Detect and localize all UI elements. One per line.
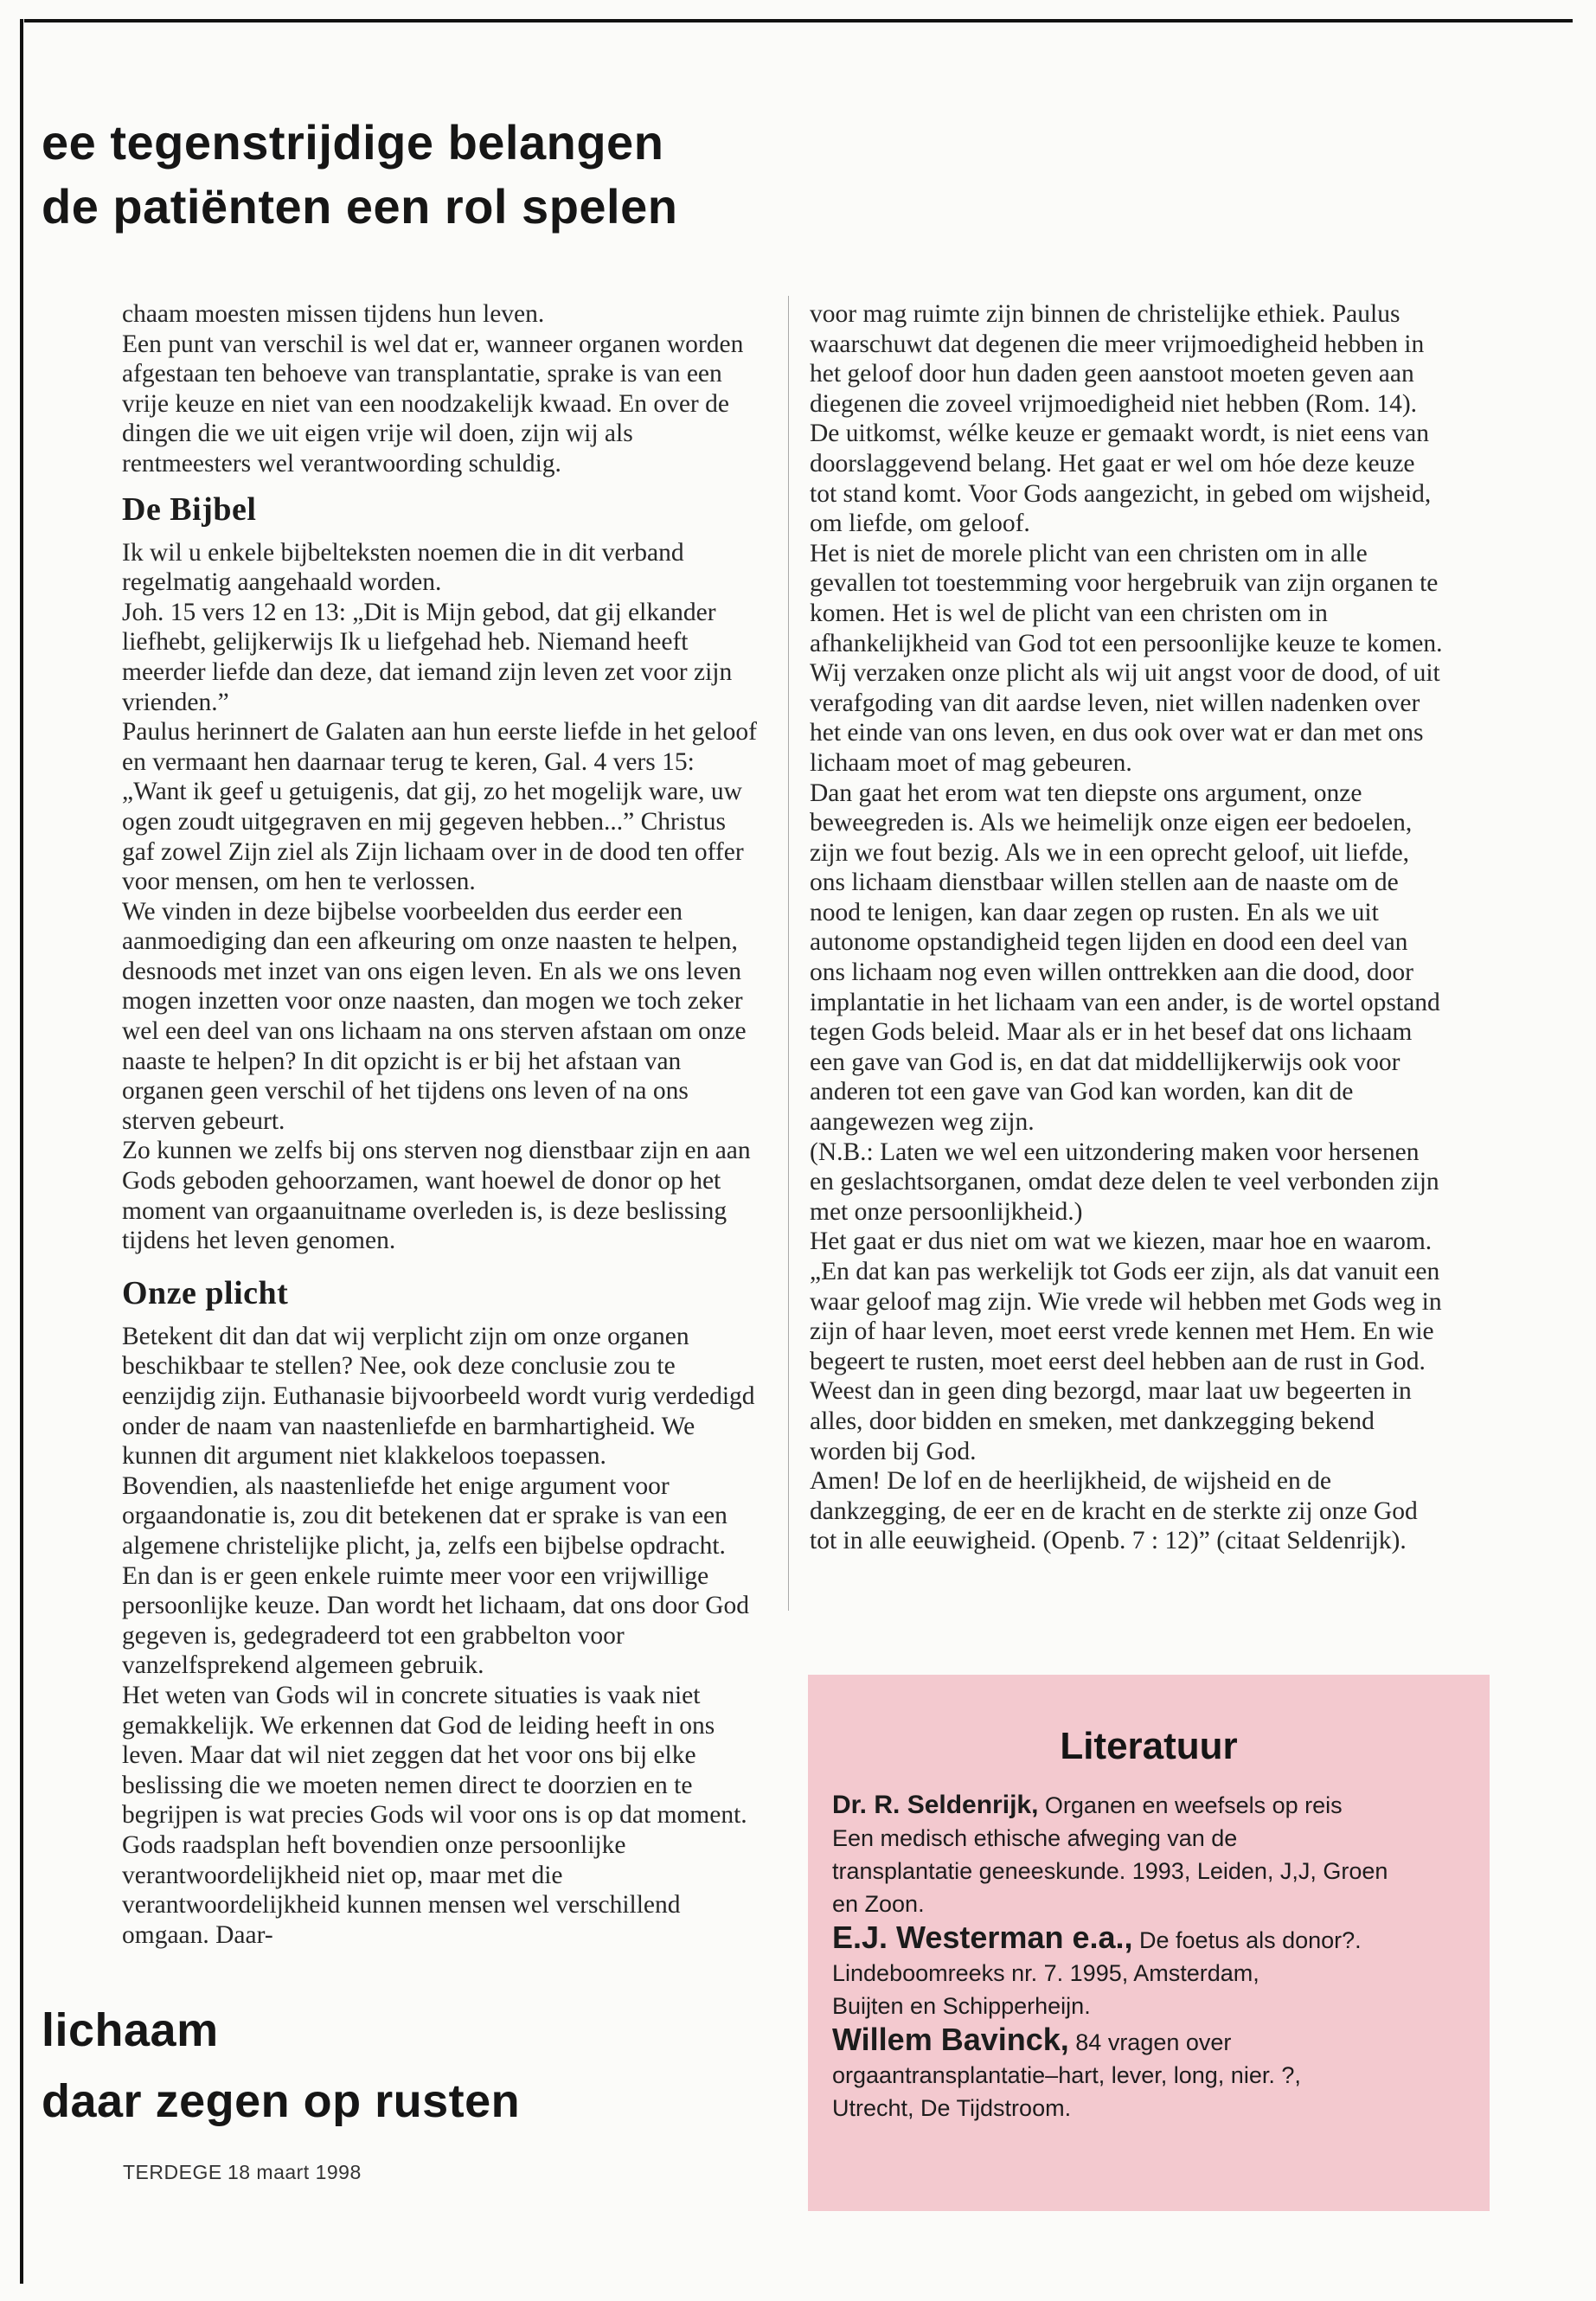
header-line-1: ee tegenstrijdige belangen xyxy=(42,115,664,170)
literature-text: Organen en weefsels op reis Een medisch ethische afweging van de transplantatie geneeskunde. 1993, Leiden, J,J, Groen en Zoon. xyxy=(832,1792,1388,1917)
literature-entry xyxy=(832,1789,1472,1920)
heading-de-bijbel: De Bijbel xyxy=(122,490,257,528)
left-paragraph-1: chaam moesten missen tijdens hun leven. Een punt van verschil is wel dat er, wanneer organen worden afgestaan ten behoeve van transplantatie, sprake is van een vrije keuze en niet van een noodzakelijk kwaad. En over de dingen die we uit eigen vrije wil doen, zijn wij als rentmeesters wel verantwoording schuldig. xyxy=(122,300,744,478)
literature-author: Willem Bavinck, xyxy=(832,2022,1069,2057)
bottom-pull-quote xyxy=(42,1995,520,2137)
heading-onze-plicht: Onze plicht xyxy=(122,1274,289,1311)
literature-author: E.J. Westerman e.a., xyxy=(832,1920,1133,1955)
left-paragraph-2: Ik wil u enkele bijbelteksten noemen die in dit verband regelmatig aangehaald worden. Joh. 15 vers 12 en 13: „Dit is Mijn gebod, dat gij elkander liefhebt, gelijkerwijs Ik u liefgehad heb. Niemand heeft meerder liefde dan deze, dat iemand zijn leven zet voor zijn vrienden.” Paulus herinnert de Galaten aan hun eerste liefde in het geloof en vermaant hen daarnaar terug te keren, Gal. 4 vers 15: „Want ik geef u getuigenis, dat gij, zo het mogelijk ware, uw ogen zoudt uitgegraven en mij gegeven hebben...” Christus gaf zowel Zijn ziel als Zijn lichaam over in de dood ten offer voor mensen, om hen te verlossen. We vinden in deze bijbelse voorbeelden dus eerder een aanmoediging dan een afkeuring om onze naasten te helpen, desnoods met inzet van ons eigen leven. En als we ons leven mogen inzetten voor onze naasten, dan mogen we toch zeker wel een deel van ons lichaam na ons sterven afstaan om onze naaste te helpen? In dit opzicht is er bij het afstaan van organen geen verschil of het tijdens ons leven of na ons sterven gebeurt. Zo kunnen we zelfs bij ons sterven nog dienstbaar zijn en aan Gods geboden gehoorzamen, want hoewel de donor op het moment van orgaanuitname overleden is, is deze beslissing tijdens het leven genomen. xyxy=(122,538,757,1255)
column-divider xyxy=(788,296,789,1611)
right-paragraph-1: voor mag ruimte zijn binnen de christelijke ethiek. Paulus waarschuwt dat degenen die meer vrijmoedigheid hebben in het geloof door hun daden geen aanstoot moeten geven aan diegenen die zoveel vrijmoedigheid niet hebben (Rom. 14). De uitkomst, wélke keuze er gemaakt wordt, is niet eens van doorslaggevend belang. Het gaat er wel om hóe deze keuze tot stand komt. Voor Gods aangezicht, in gebed om wijsheid, om liefde, om geloof. Het is niet de morele plicht van een christen om in alle gevallen tot toestemming voor hergebruik van zijn organen te komen. Het is wel de plicht van een christen om in afhankelijkheid van God tot een persoonlijke keuze te komen. Wij verzaken onze plicht als wij uit angst voor de dood, of uit verafgoding van dit aardse leven, niet willen nadenken over het einde van ons leven, en dus ook over wat er dan met ons lichaam moet of mag gebeuren. Dan gaat het erom wat ten diepste ons argument, onze beweegreden is. Als we heimelijk onze eigen eer bedoelen, zijn we fout bezig. Als we in een oprecht geloof, uit liefde, ons lichaam dienstbaar willen stellen aan de naaste om de nood te lenigen, kan daar zegen op rusten. En als we uit autonome opstandigheid tegen lijden en dood een deel van ons lichaam nog even willen onttrekken aan die dood, door implantatie in het lichaam van een ander, is de wortel opstand tegen Gods beleid. Maar als er in het besef dat ons lichaam een gave van God is, en dat dat middellijkerwijs ook voor anderen tot een gave van God kan worden, kan dit de aangewezen weg zijn. (N.B.: Laten we wel een uitzondering maken voor hersenen en geslachtsorganen, omdat deze delen te veel verbonden zijn met onze persoonlijkheid.) Het gaat er dus niet om wat we kiezen, maar hoe en waarom. „En dat kan pas werkelijk tot Gods eer zijn, als dat vanuit een waar geloof mag zijn. Wie vrede wil hebben met Gods weg in zijn of haar leven, moet eerst vrede kennen met Hem. En wie begeert te rusten, moet eerst deel hebben aan de rust in God. Weest dan in geen ding bezorgd, maar laat uw begeerten in alles, door bidden en smeken, met dankzegging bekend worden bij God. Amen! De lof en de heerlijkheid, de wijsheid en de dankzegging, de eer en de kracht en de sterkte zij onze God tot in alle eeuwigheid. (Openb. 7 : 12)” (citaat Seldenrijk). xyxy=(810,300,1443,1555)
footer-date: 18 maart 1998 xyxy=(227,2161,362,2183)
top-rule xyxy=(24,19,1573,22)
page-footer xyxy=(123,2161,362,2184)
header-line-2: de patiënten een rol spelen xyxy=(42,179,678,234)
pull-quote-line-2: daar zegen op rusten xyxy=(42,2075,521,2127)
literature-text: De foetus als donor?. Lindeboomreeks nr. 7. 1995, Amsterdam, Buijten en Schipperheijn. xyxy=(832,1927,1362,2019)
literature-entries xyxy=(832,1789,1472,2125)
literature-text: 84 vragen over orgaantransplantatie–hart, lever, long, nier. ?, Utrecht, De Tijdstroom. xyxy=(832,2029,1301,2121)
literature-author: Dr. R. Seldenrijk, xyxy=(832,1791,1039,1819)
left-rule xyxy=(20,19,23,2284)
left-column xyxy=(122,299,760,1950)
right-column xyxy=(810,299,1444,1556)
literature-entry xyxy=(832,1920,1472,2022)
literature-box xyxy=(808,1675,1490,2211)
footer-publication: TERDEGE xyxy=(123,2161,222,2183)
literature-title: Literatuur xyxy=(1060,1725,1238,1767)
pull-quote-line-1: lichaam xyxy=(42,2004,219,2056)
literature-entry xyxy=(832,2022,1472,2125)
header-pull-quote xyxy=(42,111,677,239)
left-paragraph-3: Betekent dit dan dat wij verplicht zijn om onze organen beschikbaar te stellen? Nee, ook deze conclusie zou te eenzijdig zijn. Euthanasie bijvoorbeeld wordt vurig verdedigd onder de naam van naastenliefde en barmhartigheid. We kunnen dit argument niet klakkeloos toepassen. Bovendien, als naastenliefde het enige argument voor orgaandonatie is, zou dit betekenen dat er sprake is van een algemene christelijke plicht, ja, zelfs een bijbelse opdracht. En dan is er geen enkele ruimte meer voor een vrijwillige persoonlijke keuze. Dan wordt het lichaam, dat ons door God gegeven is, gedegradeerd tot een grabbelton voor vanzelfsprekend algemeen gebruik. Het weten van Gods wil in concrete situaties is vaak niet gemakkelijk. We erkennen dat God de leiding heeft in ons leven. Maar dat wil niet zeggen dat het voor ons bij elke beslissing die we moeten nemen direct te doorzien en te begrijpen is wat precies Gods wil voor ons is op dat moment. Gods raadsplan heft bovendien onze persoonlijke verantwoordelijkheid niet op, maar met die verantwoordelijkheid kunnen mensen wel verschillend omgaan. Daar- xyxy=(122,1322,755,1949)
